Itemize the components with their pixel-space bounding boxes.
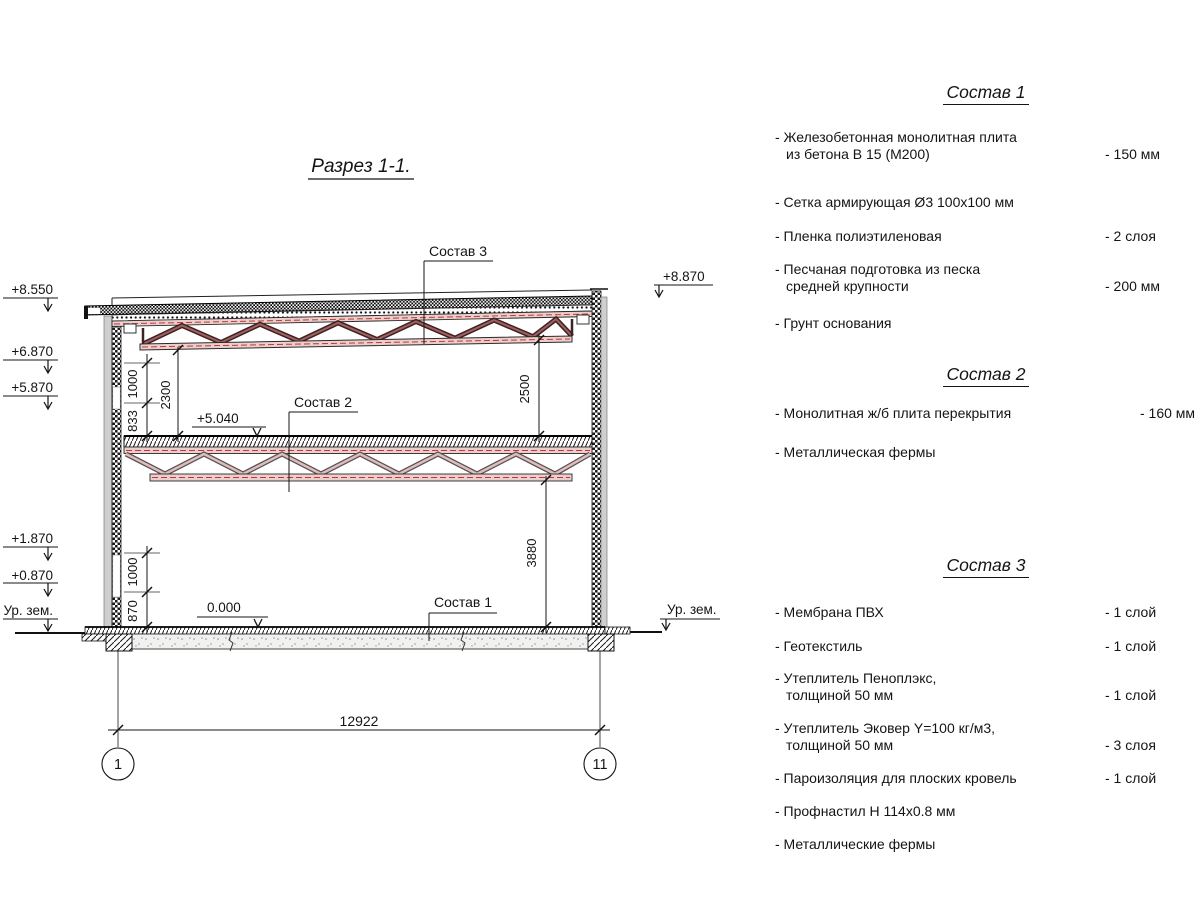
- legend-1-header: Состав 1: [775, 84, 1197, 101]
- legend-item: - Монолитная ж/б плита перекрытия - 160 мм: [775, 405, 1196, 421]
- callout-sostav3-label: Состав 3: [428, 243, 488, 259]
- dim-1000-upper: 1000: [125, 369, 140, 399]
- svg-text:+5.870: +5.870: [11, 380, 53, 395]
- legend-item-value: - 150 мм: [1105, 146, 1161, 162]
- legend-item-value: - 1 слой: [1105, 638, 1157, 654]
- elevation-mark-8550: [3, 282, 58, 311]
- legend-item-value: - 1 слой: [1105, 604, 1157, 620]
- dim-chain-lower-left: [124, 546, 160, 633]
- legend-item: - Пароизоляция для плоских кровель - 1 слой: [775, 770, 1197, 787]
- dim-833: 833: [125, 410, 140, 432]
- svg-text:+1.870: +1.870: [11, 531, 53, 546]
- callout-sostav1-label: Состав 1: [433, 594, 493, 610]
- dim-870: 870: [125, 600, 140, 622]
- legend-item-value: - 3 слоя: [1105, 737, 1156, 753]
- legend-item: - Песчаная подготовка из песка средней крупности - 200 мм: [775, 261, 1197, 295]
- legend-item: - Геотекстиль - 1 слой: [775, 638, 1197, 655]
- dim-2300: [158, 345, 183, 442]
- elevation-mark-8870: [654, 269, 713, 297]
- legend-item: - Металлические фермы: [775, 836, 936, 852]
- section-title-text: Разрез 1-1.: [311, 156, 411, 177]
- legend-3-header: Состав 3: [775, 557, 1197, 574]
- legend-item-value: - 2 слоя: [1105, 228, 1156, 244]
- axis-circle-11: [584, 748, 616, 780]
- floor-slab: [124, 436, 592, 454]
- axis-1-label: 1: [113, 757, 123, 773]
- legend-item: - Пленка полиэтиленовая - 2 слоя: [775, 228, 1197, 245]
- svg-text:+6.870: +6.870: [11, 344, 53, 359]
- svg-text:+0.870: +0.870: [11, 568, 53, 583]
- ground-level-mark-left: [3, 603, 58, 631]
- legend-item-value: - 1 слой: [1105, 770, 1157, 786]
- right-wall: [590, 289, 608, 634]
- roof-edge-block: [88, 308, 100, 314]
- svg-text:2500: 2500: [517, 374, 532, 404]
- ground-level-mark-right: [660, 602, 720, 630]
- floor-truss: [126, 454, 590, 481]
- legend-item: - Профнастил Н 114х0.8 мм: [775, 803, 956, 819]
- dim-1000-lower: 1000: [125, 557, 140, 587]
- elevation-mark-0870: [3, 568, 58, 596]
- svg-text:3880: 3880: [524, 538, 539, 568]
- dim-2500: [517, 334, 544, 442]
- svg-text:+8.550: +8.550: [11, 282, 53, 297]
- legend-section-3: [775, 557, 1197, 853]
- foundation-left: [106, 634, 132, 651]
- svg-text:+8.870: +8.870: [663, 269, 705, 284]
- svg-text:2300: 2300: [158, 380, 173, 410]
- legend-item: - Утеплитель Пеноплэкс, толщиной 50 мм - 1 слой: [775, 670, 1197, 704]
- legend-section-2: [775, 366, 1197, 461]
- legend-item: - Железобетонная монолитная плита из бетона В 15 (М200) - 150 мм: [775, 129, 1197, 163]
- elevation-mark-1870: [3, 531, 58, 560]
- ground-slab: [15, 627, 662, 651]
- legend-item: - Грунт основания: [775, 315, 892, 331]
- callout-sostav2-label: Состав 2: [293, 394, 353, 410]
- axis-11-label: 11: [592, 757, 608, 773]
- foundation-right: [588, 634, 614, 651]
- elevation-mark-6870: [3, 344, 58, 373]
- drawing-title: [308, 156, 414, 179]
- dim-span-text: 12922: [339, 713, 379, 729]
- svg-text:Ур. зем.: Ур. зем.: [3, 603, 53, 618]
- dim-3880: [524, 475, 551, 633]
- legend-item-value: - 1 слой: [1105, 687, 1157, 703]
- dim-chain-upper-left: [124, 354, 160, 442]
- legend-section-1: [775, 84, 1197, 332]
- legend-item-value: - 200 мм: [1105, 278, 1161, 294]
- svg-text:Ур. зем.: Ур. зем.: [667, 602, 717, 617]
- legend-item: - Утеплитель Эковер Y=100 кг/м3, толщиной 50 мм - 3 слоя: [775, 720, 1197, 754]
- left-wall: [104, 316, 121, 634]
- level-mark-5040: [192, 411, 266, 436]
- axis-circle-1: [102, 748, 134, 780]
- level-5040-text: +5.040: [197, 411, 239, 426]
- legend-2-header: Состав 2: [775, 366, 1197, 383]
- legend-item: - Металлическая фермы: [775, 444, 936, 460]
- level-0000-text: 0.000: [207, 600, 241, 615]
- elevation-mark-5870: [3, 380, 58, 409]
- legend-item: - Мембрана ПВХ - 1 слой: [775, 604, 1197, 621]
- legend-item: - Сетка армирующая Ø3 100х100 мм: [775, 194, 1014, 210]
- dim-span: [108, 651, 610, 747]
- level-mark-0000: [197, 600, 268, 627]
- legend-item-value: - 160 мм: [1140, 405, 1196, 421]
